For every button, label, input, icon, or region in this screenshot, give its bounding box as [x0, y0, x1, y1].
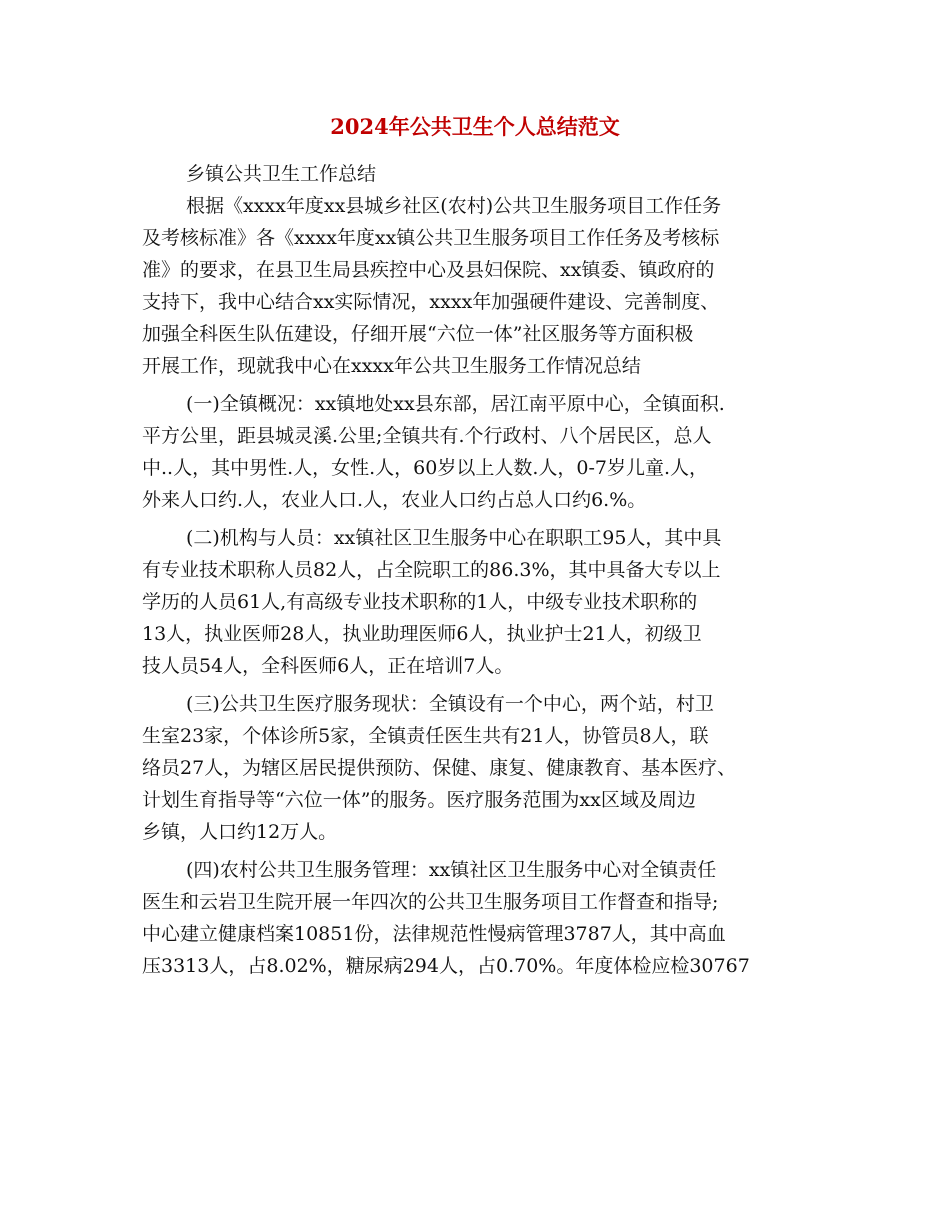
paragraph-line: (四)农村公共卫生服务管理：xx镇社区卫生服务中心对全镇责任 [186, 859, 717, 881]
paragraph-line: 学历的人员61人,有高级专业技术职称的1人，中级专业技术职称的 [142, 591, 698, 613]
paragraph-line: 外来人口约.人，农业人口.人，农业人口约占总人口约6.%。 [142, 489, 647, 511]
paragraph-line: 乡镇，人口约12万人。 [142, 821, 338, 843]
paragraph-line: 中心建立健康档案10851份，法律规范性慢病管理3787人，其中高血 [142, 923, 726, 945]
paragraph-line: 根据《xxxx年度xx县城乡社区(农村)公共卫生服务项目工作任务 [186, 195, 722, 217]
paragraph-line: 络员27人，为辖区居民提供预防、保健、康复、健康教育、基本医疗、 [142, 757, 737, 779]
paragraph-line: 加强全科医生队伍建设，仔细开展“六位一体”社区服务等方面积极 [142, 323, 694, 345]
paragraph-line: 支持下，我中心结合xx实际情况，xxxx年加强硬件建设、完善制度、 [142, 291, 720, 313]
paragraph [142, 190, 822, 382]
paragraph-line: 平方公里，距县城灵溪.公里;全镇共有.个行政村、八个居民区，总人 [142, 425, 712, 447]
paragraph-line: 医生和云岩卫生院开展一年四次的公共卫生服务项目工作督查和指导; [142, 891, 719, 913]
paragraph-line: 中..人，其中男性.人，女性.人，60岁以上人数.人，0-7岁儿童.人， [142, 457, 709, 479]
paragraph-line: 有专业技术职称人员82人，占全院职工的86.3%，其中具备大专以上 [142, 559, 721, 581]
paragraph-line: 生室23家，个体诊所5家，全镇责任医生共有21人，协管员8人，联 [142, 725, 709, 747]
paragraph [142, 688, 822, 848]
document-subtitle: 乡镇公共卫生工作总结 [186, 163, 377, 185]
paragraph [142, 388, 822, 516]
document-title: 2024年公共卫生个人总结范文 [330, 114, 620, 139]
paragraph-line: (二)机构与人员：xx镇社区卫生服务中心在职职工95人，其中具 [186, 527, 722, 549]
paragraph-line: 技人员54人，全科医师6人，正在培训7人。 [142, 655, 514, 677]
paragraph-line: 13人，执业医师28人，执业助理医师6人，执业护士21人，初级卫 [142, 623, 702, 645]
paragraph-line: 计划生育指导等“六位一体”的服务。医疗服务范围为xx区域及周边 [142, 789, 696, 811]
paragraph-line: 及考核标准》各《xxxx年度xx镇公共卫生服务项目工作任务及考核标 [142, 227, 720, 249]
paragraph [142, 522, 822, 682]
paragraph-line: 开展工作，现就我中心在xxxx年公共卫生服务工作情况总结 [142, 355, 641, 377]
paragraph-line: (一)全镇概况：xx镇地处xx县东部，居江南平原中心，全镇面积. [186, 393, 725, 415]
document-body [142, 158, 822, 982]
paragraph-line: 准》的要求，在县卫生局县疾控中心及县妇保院、xx镇委、镇政府的 [142, 259, 715, 281]
paragraph [142, 854, 822, 982]
paragraph-line: 压3313人，占8.02%，糖尿病294人，占0.70%。年度体检应检30767 [142, 955, 750, 977]
paragraph-line: (三)公共卫生医疗服务现状：全镇设有一个中心，两个站，村卫 [186, 693, 714, 715]
